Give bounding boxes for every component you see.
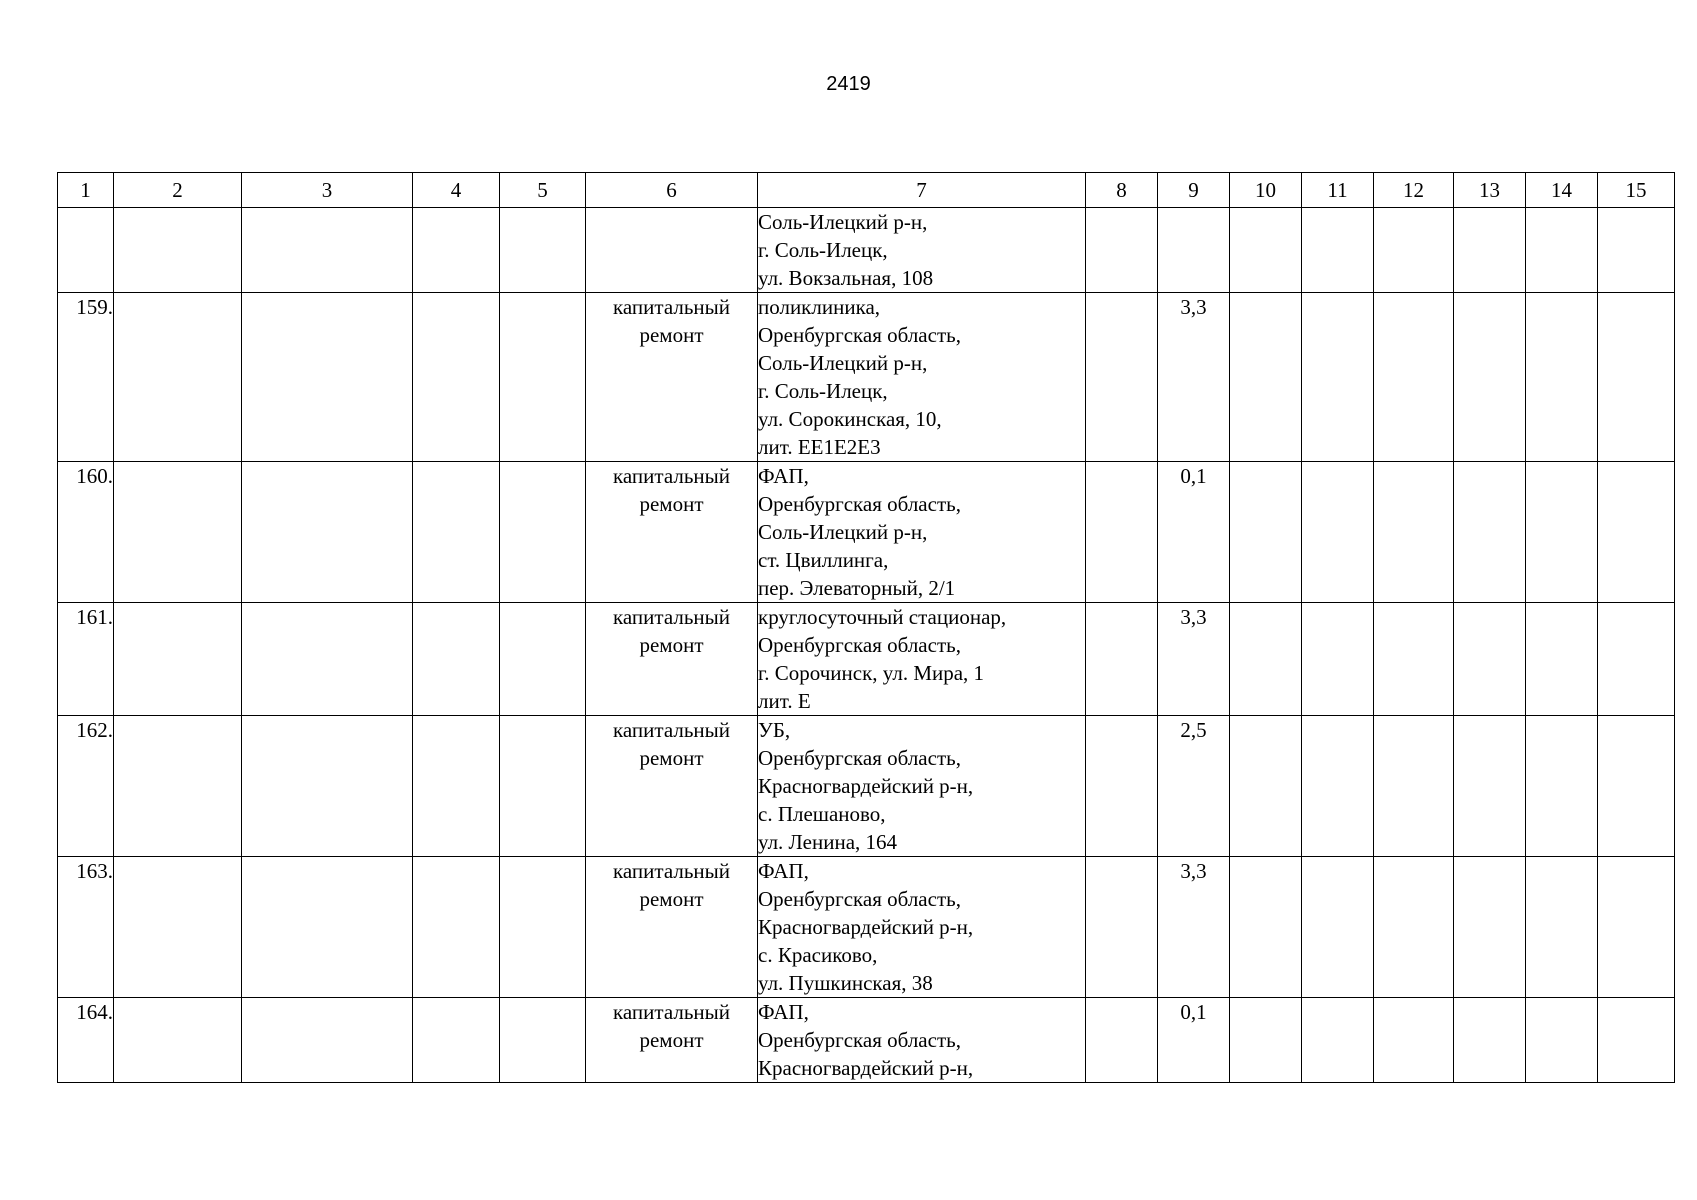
empty-cell: [1086, 293, 1158, 462]
value-cell: 0,1: [1158, 998, 1230, 1083]
empty-cell: [1086, 857, 1158, 998]
object-address-line: г. Сорочинск, ул. Мира, 1: [758, 661, 985, 685]
empty-cell: [1598, 462, 1675, 603]
empty-cell: [1230, 998, 1302, 1083]
value-cell: 2,5: [1158, 716, 1230, 857]
empty-cell: [1302, 293, 1374, 462]
empty-cell: [114, 293, 242, 462]
object-address-line: Красногвардейский р-н,: [758, 1056, 974, 1080]
work-type-line: капитальный: [613, 1000, 730, 1024]
empty-cell: [1374, 293, 1454, 462]
object-address-line: г. Соль-Илецк,: [758, 379, 888, 403]
object-address-line: Оренбургская область,: [758, 633, 961, 657]
empty-cell: [242, 293, 413, 462]
object-address-line: УБ,: [758, 718, 791, 742]
work-type-line: ремонт: [639, 492, 704, 516]
column-header: 9: [1158, 173, 1230, 208]
work-type-cell: [586, 857, 758, 998]
object-address-line: с. Плешаново,: [758, 802, 886, 826]
object-address-line: Соль-Илецкий р-н,: [758, 520, 928, 544]
work-type-line: капитальный: [613, 464, 730, 488]
object-address-line: Оренбургская область,: [758, 746, 961, 770]
header-row: [58, 173, 1675, 208]
empty-cell: [1454, 998, 1526, 1083]
empty-cell: [1454, 603, 1526, 716]
column-header: 10: [1230, 173, 1302, 208]
object-address-line: ул. Ленина, 164: [758, 830, 898, 854]
empty-cell: [114, 462, 242, 603]
work-type-cell: [586, 208, 758, 293]
object-address-line: Оренбургская область,: [758, 492, 961, 516]
empty-cell: [1230, 462, 1302, 603]
value-cell: 3,3: [1158, 857, 1230, 998]
empty-cell: [1230, 603, 1302, 716]
empty-cell: [1302, 998, 1374, 1083]
column-header: 8: [1086, 173, 1158, 208]
row-number: 159.: [58, 293, 114, 462]
row-number: 162.: [58, 716, 114, 857]
empty-cell: [1302, 208, 1374, 293]
empty-cell: [1302, 462, 1374, 603]
empty-cell: [413, 998, 500, 1083]
empty-cell: [1598, 998, 1675, 1083]
work-type-line: ремонт: [639, 1028, 704, 1052]
empty-cell: [1302, 857, 1374, 998]
empty-cell: [242, 208, 413, 293]
empty-cell: [1086, 603, 1158, 716]
work-type-line: капитальный: [613, 295, 730, 319]
object-address-line: с. Красиково,: [758, 943, 878, 967]
object-address-cell: [758, 208, 1086, 293]
object-address-cell: [758, 716, 1086, 857]
column-header: 1: [58, 173, 114, 208]
empty-cell: [1454, 208, 1526, 293]
column-header: 3: [242, 173, 413, 208]
empty-cell: [1454, 462, 1526, 603]
row-number: [58, 208, 114, 293]
object-address-line: ФАП,: [758, 859, 809, 883]
table-row: [58, 857, 1675, 998]
column-header: 2: [114, 173, 242, 208]
empty-cell: [242, 998, 413, 1083]
object-address-line: Оренбургская область,: [758, 323, 961, 347]
empty-cell: [1598, 293, 1675, 462]
row-number: 164.: [58, 998, 114, 1083]
empty-cell: [1374, 208, 1454, 293]
empty-cell: [1374, 857, 1454, 998]
object-address-line: пер. Элеваторный, 2/1: [758, 576, 956, 600]
empty-cell: [413, 293, 500, 462]
empty-cell: [1598, 857, 1675, 998]
empty-cell: [1374, 998, 1454, 1083]
column-header: 14: [1526, 173, 1598, 208]
empty-cell: [1526, 998, 1598, 1083]
empty-cell: [114, 603, 242, 716]
object-address-line: г. Соль-Илецк,: [758, 238, 888, 262]
empty-cell: [1526, 603, 1598, 716]
column-header: 6: [586, 173, 758, 208]
object-address-line: Красногвардейский р-н,: [758, 774, 974, 798]
empty-cell: [1454, 716, 1526, 857]
empty-cell: [1526, 208, 1598, 293]
object-address-line: ул. Вокзальная, 108: [758, 266, 934, 290]
empty-cell: [1086, 208, 1158, 293]
empty-cell: [1526, 293, 1598, 462]
object-address-line: Красногвардейский р-н,: [758, 915, 974, 939]
empty-cell: [1526, 716, 1598, 857]
empty-cell: [114, 716, 242, 857]
data-table: [57, 172, 1675, 1083]
empty-cell: [1374, 716, 1454, 857]
empty-cell: [1086, 462, 1158, 603]
table-row: [58, 603, 1675, 716]
work-type-line: ремонт: [639, 633, 704, 657]
value-cell: 0,1: [1158, 462, 1230, 603]
empty-cell: [500, 293, 586, 462]
object-address-line: лит. Е: [758, 689, 811, 713]
empty-cell: [1302, 603, 1374, 716]
empty-cell: [1230, 857, 1302, 998]
row-number: 160.: [58, 462, 114, 603]
work-type-line: капитальный: [613, 718, 730, 742]
empty-cell: [1230, 293, 1302, 462]
empty-cell: [413, 208, 500, 293]
page-number: 2419: [826, 73, 871, 95]
value-cell: [1158, 208, 1230, 293]
table-row: [58, 208, 1675, 293]
empty-cell: [1454, 293, 1526, 462]
object-address-cell: [758, 462, 1086, 603]
object-address-cell: [758, 603, 1086, 716]
empty-cell: [500, 462, 586, 603]
empty-cell: [413, 462, 500, 603]
object-address-line: поликлиника,: [758, 295, 881, 319]
object-address-line: ФАП,: [758, 1000, 809, 1024]
empty-cell: [242, 857, 413, 998]
column-header: 5: [500, 173, 586, 208]
empty-cell: [1086, 998, 1158, 1083]
table-row: [58, 293, 1675, 462]
work-type-cell: [586, 603, 758, 716]
work-type-cell: [586, 716, 758, 857]
table-body: [58, 208, 1675, 1083]
object-address-line: круглосуточный стационар,: [758, 605, 1007, 629]
empty-cell: [1598, 208, 1675, 293]
empty-cell: [413, 716, 500, 857]
empty-cell: [114, 208, 242, 293]
empty-cell: [114, 998, 242, 1083]
work-type-line: ремонт: [639, 887, 704, 911]
column-header: 12: [1374, 173, 1454, 208]
column-header: 4: [413, 173, 500, 208]
work-type-cell: [586, 293, 758, 462]
empty-cell: [1374, 462, 1454, 603]
object-address-line: ул. Сорокинская, 10,: [758, 407, 942, 431]
object-address-line: ст. Цвиллинга,: [758, 548, 889, 572]
empty-cell: [1526, 462, 1598, 603]
column-header: 7: [758, 173, 1086, 208]
empty-cell: [500, 603, 586, 716]
object-address-line: Оренбургская область,: [758, 1028, 961, 1052]
object-address-line: ул. Пушкинская, 38: [758, 971, 933, 995]
empty-cell: [1454, 857, 1526, 998]
empty-cell: [1230, 208, 1302, 293]
object-address-line: Оренбургская область,: [758, 887, 961, 911]
empty-cell: [1230, 716, 1302, 857]
empty-cell: [242, 716, 413, 857]
empty-cell: [1302, 716, 1374, 857]
row-number: 161.: [58, 603, 114, 716]
value-cell: 3,3: [1158, 293, 1230, 462]
table-row: [58, 998, 1675, 1083]
empty-cell: [500, 857, 586, 998]
object-address-line: Соль-Илецкий р-н,: [758, 351, 928, 375]
column-header: 15: [1598, 173, 1675, 208]
table-row: [58, 716, 1675, 857]
empty-cell: [500, 716, 586, 857]
object-address-line: Соль-Илецкий р-н,: [758, 210, 928, 234]
work-type-cell: [586, 998, 758, 1083]
empty-cell: [500, 998, 586, 1083]
empty-cell: [242, 603, 413, 716]
empty-cell: [500, 208, 586, 293]
row-number: 163.: [58, 857, 114, 998]
table-row: [58, 462, 1675, 603]
object-address-cell: [758, 998, 1086, 1083]
column-header: 13: [1454, 173, 1526, 208]
empty-cell: [114, 857, 242, 998]
empty-cell: [413, 857, 500, 998]
column-header: 11: [1302, 173, 1374, 208]
empty-cell: [1598, 716, 1675, 857]
work-type-line: ремонт: [639, 746, 704, 770]
work-type-line: капитальный: [613, 859, 730, 883]
empty-cell: [413, 603, 500, 716]
empty-cell: [1086, 716, 1158, 857]
object-address-cell: [758, 857, 1086, 998]
work-type-line: ремонт: [639, 323, 704, 347]
empty-cell: [1374, 603, 1454, 716]
empty-cell: [242, 462, 413, 603]
object-address-line: ФАП,: [758, 464, 809, 488]
empty-cell: [1526, 857, 1598, 998]
value-cell: 3,3: [1158, 603, 1230, 716]
object-address-line: лит. ЕЕ1Е2Е3: [758, 435, 881, 459]
work-type-line: капитальный: [613, 605, 730, 629]
empty-cell: [1598, 603, 1675, 716]
work-type-cell: [586, 462, 758, 603]
object-address-cell: [758, 293, 1086, 462]
